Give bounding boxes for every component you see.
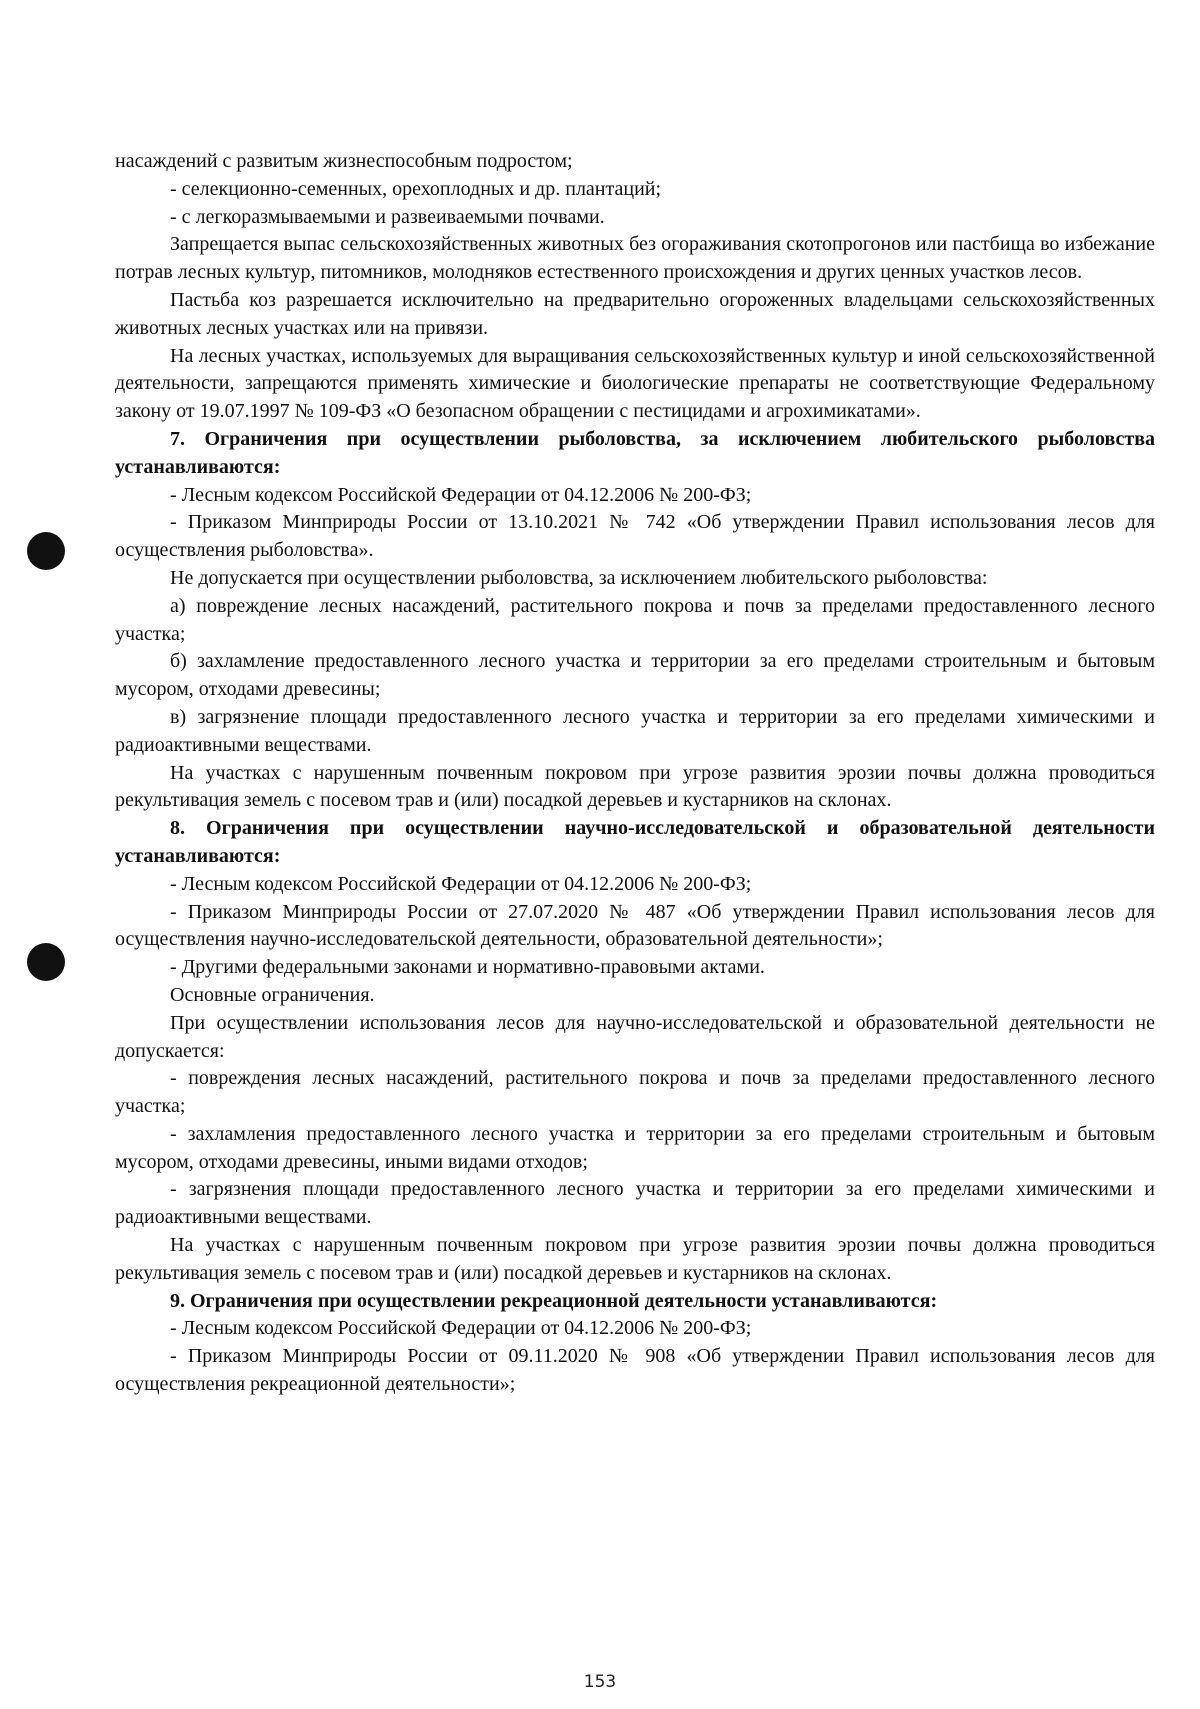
- paragraph: - селекционно-семенных, орехоплодных и др. плантаций;: [170, 177, 662, 200]
- document-page: [115, 148, 1155, 1399]
- paragraph: Основные ограничения.: [170, 983, 375, 1006]
- paragraph: а) повреждение лесных насаждений, растительного покрова и почв за пределами предоставленного лесного участка;: [115, 594, 1155, 645]
- binder-hole-bottom: [27, 943, 65, 981]
- paragraph: - Лесным кодексом Российской Федерации от 04.12.2006 № 200-ФЗ;: [170, 872, 752, 895]
- paragraph: - загрязнения площади предоставленного лесного участка и территории за его пределами химическими и радиоактивными веществами.: [115, 1178, 1155, 1229]
- paragraph: насаждений с развитым жизнеспособным подростом;: [115, 150, 573, 172]
- paragraph: - Лесным кодексом Российской Федерации от 04.12.2006 № 200-ФЗ;: [170, 483, 752, 506]
- paragraph: б) захламление предоставленного лесного участка и территории за его пределами строительным и бытовым мусором, отходами древесины;: [115, 650, 1155, 701]
- section-heading: 8. Ограничения при осуществлении научно-исследовательской и образовательной деятельности устанавливаются:: [115, 817, 1155, 867]
- paragraph: - Приказом Минприроды России от 27.07.2020 № 487 «Об утверждении Правил использования лесов для осуществления научно-исследовательской деятельности, образовательной деятельности»;: [115, 900, 1155, 951]
- paragraph: - захламления предоставленного лесного участка и территории за его пределами строительным и бытовым мусором, отходами древесины, иными видами отходов;: [115, 1122, 1155, 1173]
- section-heading: 7. Ограничения при осуществлении рыболовства, за исключением любительского рыболовства устанавливаются:: [115, 427, 1155, 478]
- paragraph: На участках с нарушенным почвенным покровом при угрозе развития эрозии почвы должна проводиться рекультивация земель с посевом трав и (или) посадкой деревьев и кустарников на склонах.: [115, 1234, 1155, 1284]
- binder-hole-top: [27, 532, 65, 570]
- paragraph: При осуществлении использования лесов для научно-исследовательской и образовательной деятельности не допускается:: [115, 1011, 1155, 1062]
- paragraph: - Лесным кодексом Российской Федерации от 04.12.2006 № 200-ФЗ;: [170, 1317, 752, 1340]
- paragraph: - Приказом Минприроды России от 09.11.2020 № 908 «Об утверждении Правил использования лесов для осуществления рекреационной деятельности»;: [115, 1345, 1155, 1396]
- paragraph: На участках с нарушенным почвенным покровом при угрозе развития эрозии почвы должна проводиться рекультивация земель с посевом трав и (или) посадкой деревьев и кустарников на склонах.: [115, 761, 1155, 812]
- paragraph: в) загрязнение площади предоставленного лесного участка и территории за его пределами химическими и радиоактивными веществами.: [115, 705, 1155, 756]
- paragraph: Не допускается при осуществлении рыболовства, за исключением любительского рыболовства:: [170, 566, 988, 589]
- paragraph: - с легкоразмываемыми и развеиваемыми почвами.: [170, 205, 605, 228]
- paragraph: - Приказом Минприроды России от 13.10.2021 № 742 «Об утверждении Правил использования лесов для осуществления рыболовства».: [115, 511, 1155, 562]
- page-number: 153: [583, 1672, 617, 1692]
- paragraph: - повреждения лесных насаждений, растительного покрова и почв за пределами предоставленного лесного участка;: [115, 1067, 1155, 1118]
- paragraph: Пастьба коз разрешается исключительно на предварительно огороженных владельцами сельскохозяйственных животных лесных участках или на привязи.: [115, 288, 1155, 339]
- paragraph: На лесных участках, используемых для выращивания сельскохозяйственных культур и иной сельскохозяйственной деятельности, запрещаются применять химические и биологические препараты не соответствующие Федеральному закону от 19.07.1997 № 109-ФЗ «О безопасном обращении с пестицидами и агрохимикатами».: [115, 344, 1155, 423]
- paragraph: Запрещается выпас сельскохозяйственных животных без огораживания скотопрогонов или пастбища во избежание потрав лесных культур, питомников, молодняков естественного происхождения и других ценных участков лесов.: [115, 233, 1155, 284]
- paragraph: - Другими федеральными законами и нормативно-правовыми актами.: [170, 956, 765, 979]
- section-heading: 9. Ограничения при осуществлении рекреационной деятельности устанавливаются:: [170, 1289, 938, 1312]
